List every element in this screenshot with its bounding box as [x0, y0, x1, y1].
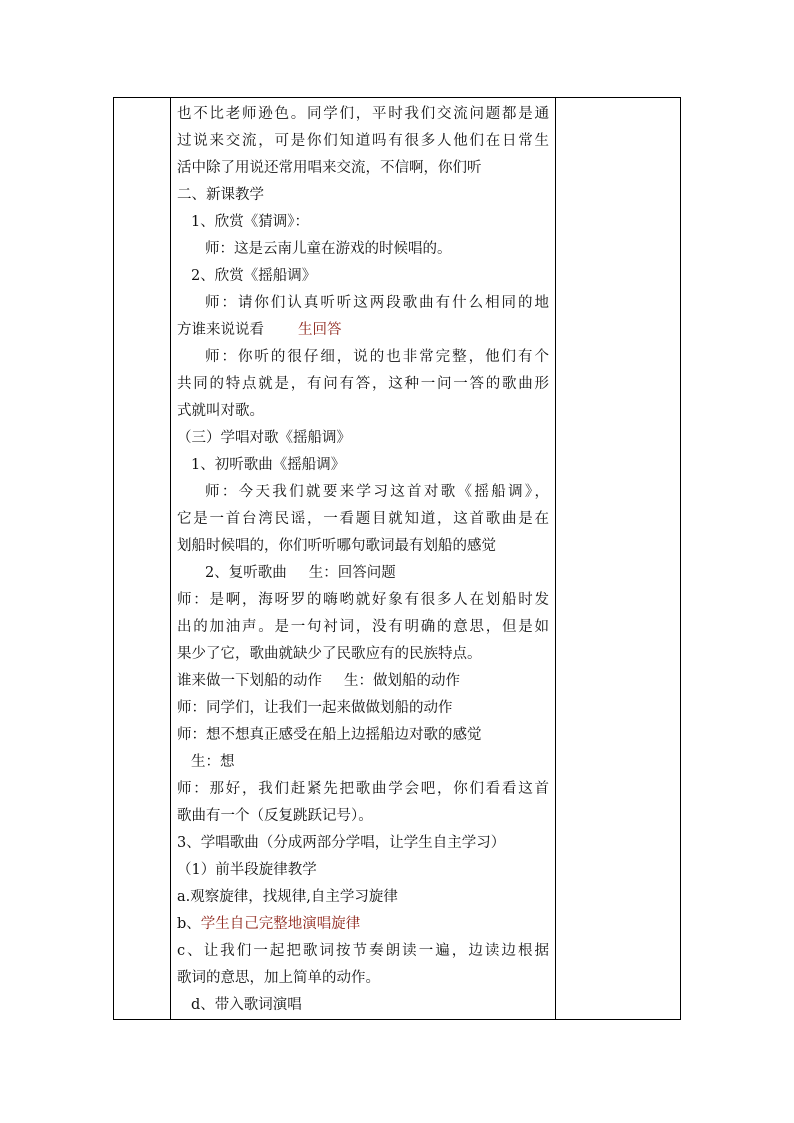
text-line: 师：请你们认真听听这两段歌曲有什么相同的地: [205, 295, 549, 311]
text-fragment: 谁来做一下划船的动作: [177, 673, 322, 689]
content-cell: [171, 98, 556, 1020]
text-line: c、让我们一起把歌词按节奏朗读一遍，边读边根据: [177, 943, 549, 959]
text-line: [177, 668, 549, 695]
right-column-cell: [556, 98, 681, 1020]
text-line: [177, 317, 549, 344]
text-line: 过说来交流，可是你们知道吗有很多人他们在日常生: [177, 133, 549, 149]
text-line: 也不比老师逊色。同学们，平时我们交流问题都是通: [177, 106, 549, 122]
section-heading: 二、新课教学: [177, 187, 264, 203]
text-fragment: 方谁来说说看: [177, 322, 264, 338]
text-line: 出的加油声。是一句衬词，没有明确的意思，但是如: [177, 619, 549, 635]
text-line: 式就叫对歌。: [177, 403, 264, 419]
text-line: 师：同学们，让我们一起来做做划船的动作: [177, 700, 453, 716]
text-line: 歌曲有一个（反复跳跃记号）。: [177, 808, 373, 824]
sub-heading: （1）前半段旋律教学: [177, 862, 317, 878]
student-response: 生：想: [191, 754, 235, 770]
text-line: 师：这是云南儿童在游戏的时候唱的。: [205, 241, 452, 257]
lesson-content: [171, 98, 555, 1019]
text-line: 歌词的意思，加上简单的动作。: [177, 970, 380, 986]
text-line: 师：你听的很仔细，说的也非常完整，他们有个: [205, 349, 549, 365]
highlighted-text: 学生自己完整地演唱旋律: [200, 916, 361, 932]
sub-heading: 2、复听歌曲: [205, 565, 287, 581]
text-line: a.观察旋律，找规律,自主学习旋律: [177, 889, 398, 905]
left-column-cell: [114, 98, 171, 1020]
table-row: [114, 98, 681, 1020]
sub-heading: 1、初听歌曲《摇船调》: [191, 457, 346, 473]
item-marker: b、: [177, 916, 201, 932]
text-line: 师：是啊，海呀罗的嗨哟就好象有很多人在划船时发: [177, 592, 549, 608]
text-line: 它是一首台湾民谣，一看题目就知道，这首歌曲是在: [177, 511, 549, 527]
text-line: [177, 911, 549, 938]
text-line: 师：今天我们就要来学习这首对歌《摇船调》，: [205, 484, 549, 500]
text-line: 果少了它，歌曲就缺少了民歌应有的民族特点。: [177, 646, 482, 662]
text-line: 师：想不想真正感受在船上边摇船边对歌的感觉: [177, 727, 482, 743]
sub-heading: 2、欣赏《摇船调》: [191, 268, 317, 284]
text-line: 师：那好，我们赶紧先把歌曲学会吧，你们看看这首: [177, 781, 549, 797]
lesson-plan-table: [113, 97, 681, 1020]
student-response: 生：回答问题: [308, 565, 396, 581]
text-line: [177, 560, 549, 587]
student-response: 生回答: [298, 322, 342, 338]
student-response: 生：做划船的动作: [344, 673, 460, 689]
text-line: 划船时候唱的，你们听听哪句歌词最有划船的感觉: [177, 538, 496, 554]
section-heading: 3、学唱歌曲（分成两部分学唱，让学生自主学习）: [177, 835, 506, 851]
sub-heading: 1、欣赏《猜调》：: [191, 214, 309, 230]
text-line: d、带入歌词演唱: [191, 997, 302, 1013]
section-heading: （三）学唱对歌《摇船调》: [177, 430, 351, 446]
text-line: 共同的特点就是，有问有答，这种一问一答的歌曲形: [177, 376, 549, 392]
text-line: 活中除了用说还常用唱来交流，不信啊，你们听: [177, 160, 482, 176]
